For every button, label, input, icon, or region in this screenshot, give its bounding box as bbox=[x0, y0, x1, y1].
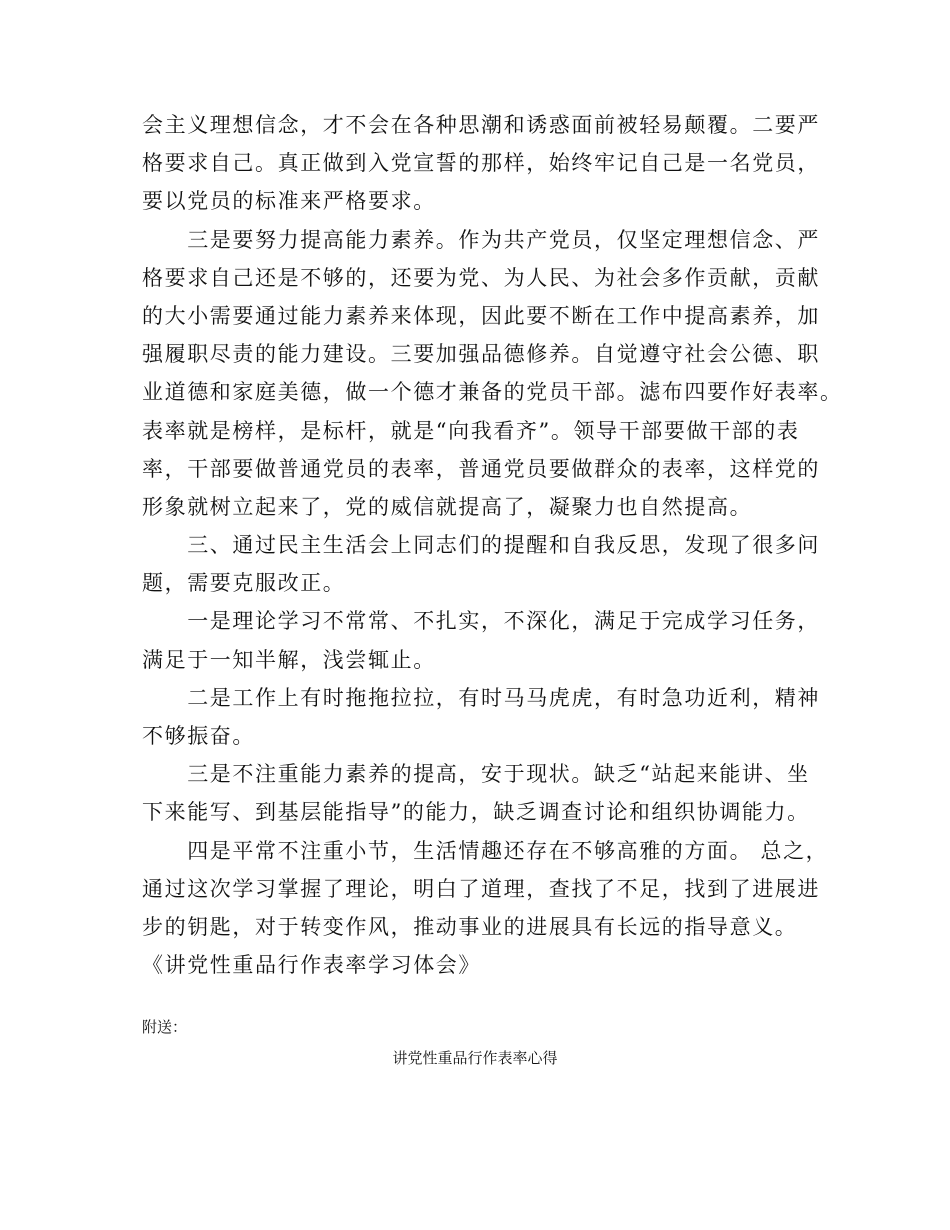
text-line: 二是工作上有时拖拖拉拉，有时马马虎虎，有时急功近利，精神 bbox=[142, 685, 820, 710]
text-line: 格要求自己还是不够的，还要为党、为人民、为社会多作贡献，贡献 bbox=[142, 265, 820, 290]
text-line: 三是要努力提高能力素养。作为共产党员，仅坚定理想信念、严 bbox=[142, 227, 820, 252]
text-line: 三是不注重能力素养的提高，安于现状。缺乏“站起来能讲、坐 bbox=[142, 762, 810, 787]
text-line: 格要求自己。真正做到入党宣誓的那样，始终牢记自己是一名党员， bbox=[142, 151, 820, 176]
text-line: 题，需要克服改正。 bbox=[142, 571, 346, 596]
text-line: 率，干部要做普通党员的表率，普通党员要做群众的表率，这样党的 bbox=[142, 456, 820, 481]
text-line: 业道德和家庭美德，做一个德才兼备的党员干部。滤布四要作好表率。 bbox=[142, 380, 843, 405]
text-line: 形象就树立起来了，党的威信就提高了，凝聚力也自然提高。 bbox=[142, 494, 753, 519]
text-line: 的大小需要通过能力素养来体现，因此要不断在工作中提高素养，加 bbox=[142, 303, 820, 328]
text-line: 表率就是榜样，是标杆，就是“向我看齐”。领导干部要做干部的表 bbox=[142, 418, 800, 443]
text-line: 通过这次学习掌握了理论，明白了道理，查找了不足，找到了进展进 bbox=[142, 876, 820, 901]
appendix-title: 讲党性重品行作表率心得 bbox=[392, 1049, 558, 1067]
text-line: 不够振奋。 bbox=[142, 724, 255, 748]
appendix-label: 附送： bbox=[142, 1018, 188, 1036]
text-line: 一是理论学习不常常、不扎实，不深化，满足于完成学习任务， bbox=[142, 609, 820, 634]
text-line: 要以党员的标准来严格要求。 bbox=[142, 189, 436, 214]
text-line: 四是平常不注重小节，生活情趣还存在不够高雅的方面。 总之， bbox=[142, 838, 829, 863]
text-line: 下来能写、到基层能指导”的能力，缺乏调查讨论和组织协调能力。 bbox=[142, 800, 810, 825]
text-line: 三、通过民主生活会上同志们的提醒和自我反思，发现了很多问 bbox=[142, 533, 820, 558]
text-line: 强履职尽责的能力建设。三要加强品德修养。自觉遵守社会公德、职 bbox=[142, 342, 820, 367]
text-line: 会主义理想信念，才不会在各种思潮和诱惑面前被轻易颠覆。二要严 bbox=[142, 113, 820, 137]
text-line: 步的钥匙，对于转变作风，推动事业的进展具有长远的指导意义。 bbox=[142, 914, 798, 939]
document-title-reference: 《讲党性重品行作表率学习体会》 bbox=[142, 953, 481, 978]
body-text bbox=[142, 106, 843, 984]
text-line: 满足于一知半解，浅尝辄止。 bbox=[142, 647, 436, 672]
